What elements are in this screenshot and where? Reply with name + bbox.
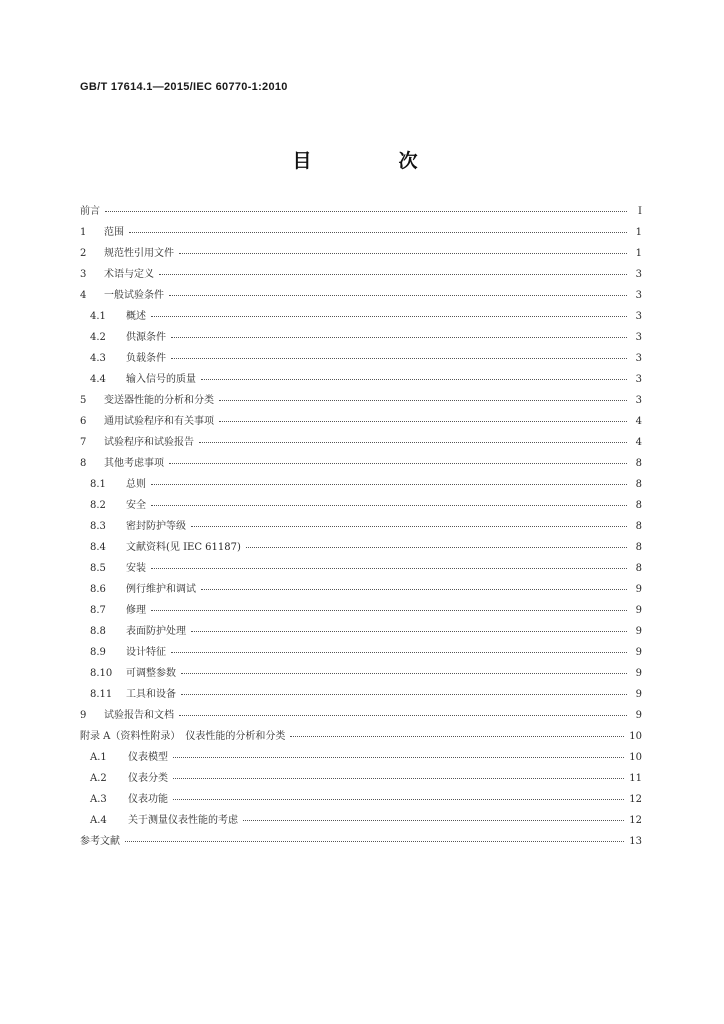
toc-entry[interactable]	[80, 349, 642, 370]
toc-entry[interactable]	[80, 832, 642, 853]
dot-leader	[151, 505, 627, 506]
toc-entry-label: 试验报告和文档	[104, 710, 174, 721]
dot-leader	[151, 484, 627, 485]
toc-entry-number: 8.11	[90, 689, 113, 700]
dot-leader	[169, 463, 627, 464]
toc-entry-page: 1	[635, 248, 642, 259]
toc-entry[interactable]	[80, 307, 642, 328]
toc-entry-page: 1	[635, 227, 642, 238]
toc-entry[interactable]	[80, 580, 642, 601]
toc-entry-page: 3	[635, 290, 642, 301]
dot-leader	[171, 652, 627, 653]
toc-entry[interactable]	[80, 811, 642, 832]
toc-entry-number: 8	[80, 458, 87, 469]
toc-entry-label: 安全	[126, 500, 146, 511]
dot-leader	[171, 337, 627, 338]
toc-entry-label: 表面防护处理	[126, 626, 186, 637]
table-of-contents	[80, 202, 642, 853]
toc-entry-label: 参考文献	[80, 836, 120, 847]
toc-entry-label: 范围	[104, 227, 124, 238]
toc-entry[interactable]	[80, 622, 642, 643]
toc-entry[interactable]	[80, 202, 642, 223]
toc-entry-label: 关于测量仪表性能的考虑	[128, 815, 238, 826]
toc-entry-page: 11	[629, 773, 642, 784]
dot-leader	[219, 400, 627, 401]
toc-entry[interactable]	[80, 727, 642, 748]
toc-entry-number: 7	[80, 437, 87, 448]
dot-leader	[290, 736, 624, 737]
toc-entry-label: 负载条件	[126, 353, 166, 364]
toc-entry[interactable]	[80, 286, 642, 307]
toc-entry-label: 安装	[126, 563, 146, 574]
toc-entry-label: 修理	[126, 605, 146, 616]
dot-leader	[105, 211, 627, 212]
toc-entry-label: 通用试验程序和有关事项	[104, 416, 214, 427]
dot-leader	[179, 253, 627, 254]
toc-entry-label: 其他考虑事项	[104, 458, 164, 469]
toc-entry[interactable]	[80, 244, 642, 265]
toc-entry-label: 仪表模型	[128, 752, 168, 763]
toc-entry-page: 9	[635, 605, 642, 616]
toc-entry-number: 8.4	[90, 542, 106, 553]
toc-entry-label: 术语与定义	[104, 269, 154, 280]
dot-leader	[151, 568, 627, 569]
toc-entry-label: 总则	[126, 479, 146, 490]
toc-entry-number: 4	[80, 290, 87, 301]
toc-entry[interactable]	[80, 664, 642, 685]
toc-entry[interactable]	[80, 265, 642, 286]
toc-entry[interactable]	[80, 601, 642, 622]
dot-leader	[243, 820, 624, 821]
toc-entry-page: 3	[635, 395, 642, 406]
dot-leader	[169, 295, 627, 296]
dot-leader	[191, 631, 627, 632]
toc-entry-number: 4.2	[90, 332, 106, 343]
toc-entry-label: 设计特征	[126, 647, 166, 658]
toc-entry[interactable]	[80, 391, 642, 412]
toc-entry-label: 仪表分类	[128, 773, 168, 784]
toc-entry-number: 8.9	[90, 647, 106, 658]
toc-entry[interactable]	[80, 433, 642, 454]
toc-entry[interactable]	[80, 496, 642, 517]
toc-entry-page: 10	[629, 731, 642, 742]
dot-leader	[199, 442, 627, 443]
toc-entry-page: 8	[635, 458, 642, 469]
toc-entry-label: 文献资料(见 IEC 61187)	[126, 542, 241, 553]
toc-entry-label: 供源条件	[126, 332, 166, 343]
toc-entry-page: 8	[635, 521, 642, 532]
toc-entry-page: 3	[635, 311, 642, 322]
toc-entry[interactable]	[80, 685, 642, 706]
toc-entry[interactable]	[80, 643, 642, 664]
toc-entry-number: A.4	[90, 815, 107, 826]
toc-entry[interactable]	[80, 475, 642, 496]
toc-entry-number: 8.3	[90, 521, 106, 532]
toc-entry-number: 3	[80, 269, 87, 280]
toc-entry-page: 3	[635, 374, 642, 385]
toc-entry-label: 仪表功能	[128, 794, 168, 805]
toc-entry-label: 前言	[80, 206, 100, 217]
toc-entry-number: A.3	[90, 794, 107, 805]
toc-entry-page: 10	[629, 752, 642, 763]
toc-entry-number: A.1	[90, 752, 107, 763]
toc-entry-number: 4.4	[90, 374, 106, 385]
dot-leader	[173, 757, 624, 758]
toc-entry[interactable]	[80, 790, 642, 811]
toc-entry[interactable]	[80, 454, 642, 475]
toc-entry-number: 8.1	[90, 479, 106, 490]
toc-entry-number: A.2	[90, 773, 107, 784]
toc-entry-page: 9	[635, 584, 642, 595]
dot-leader	[179, 715, 627, 716]
dot-leader	[201, 379, 627, 380]
toc-entry[interactable]	[80, 559, 642, 580]
toc-entry-page: 9	[635, 647, 642, 658]
toc-entry-page: 12	[629, 794, 642, 805]
toc-entry-page: 9	[635, 668, 642, 679]
dot-leader	[159, 274, 627, 275]
toc-entry-page: 9	[635, 689, 642, 700]
toc-entry-page: Ⅰ	[638, 206, 642, 217]
toc-entry[interactable]	[80, 328, 642, 349]
toc-entry-number: 9	[80, 710, 87, 721]
toc-entry[interactable]	[80, 412, 642, 433]
toc-entry-label: 例行维护和调试	[126, 584, 196, 595]
toc-entry[interactable]	[80, 748, 642, 769]
toc-entry-label: 附录 A（资料性附录） 仪表性能的分析和分类	[80, 731, 286, 742]
toc-entry[interactable]	[80, 538, 642, 559]
toc-entry-page: 9	[635, 710, 642, 721]
dot-leader	[173, 799, 624, 800]
dot-leader	[246, 547, 627, 548]
toc-entry[interactable]	[80, 223, 642, 244]
toc-entry-number: 8.10	[90, 668, 113, 679]
dot-leader	[181, 673, 627, 674]
toc-entry-page: 4	[635, 437, 642, 448]
page-title: 目 次	[292, 150, 452, 172]
dot-leader	[151, 316, 627, 317]
toc-entry-page: 8	[635, 563, 642, 574]
toc-entry[interactable]	[80, 370, 642, 391]
dot-leader	[125, 841, 624, 842]
toc-entry-label: 规范性引用文件	[104, 248, 174, 259]
toc-entry-page: 3	[635, 353, 642, 364]
standard-number: GB/T 17614.1—2015/IEC 60770-1:2010	[80, 81, 288, 93]
toc-entry-label: 一般试验条件	[104, 290, 164, 301]
toc-entry-label: 变送器性能的分析和分类	[104, 395, 214, 406]
dot-leader	[173, 778, 624, 779]
toc-entry-number: 8.2	[90, 500, 106, 511]
toc-entry-page: 13	[629, 836, 642, 847]
toc-entry-number: 1	[80, 227, 87, 238]
toc-entry[interactable]	[80, 769, 642, 790]
toc-entry-page: 4	[635, 416, 642, 427]
toc-entry-number: 6	[80, 416, 87, 427]
dot-leader	[181, 694, 627, 695]
toc-entry-page: 8	[635, 542, 642, 553]
toc-entry-label: 密封防护等级	[126, 521, 186, 532]
toc-entry-label: 工具和设备	[126, 689, 176, 700]
toc-entry-page: 3	[635, 332, 642, 343]
toc-entry-number: 4.3	[90, 353, 106, 364]
toc-entry-number: 8.7	[90, 605, 106, 616]
toc-entry-page: 9	[635, 626, 642, 637]
toc-entry-page: 8	[635, 479, 642, 490]
toc-entry-label: 输入信号的质量	[126, 374, 196, 385]
dot-leader	[201, 589, 627, 590]
dot-leader	[171, 358, 627, 359]
toc-entry-page: 8	[635, 500, 642, 511]
toc-entry-number: 5	[80, 395, 87, 406]
toc-entry[interactable]	[80, 706, 642, 727]
toc-entry-page: 12	[629, 815, 642, 826]
toc-entry-number: 2	[80, 248, 87, 259]
toc-entry[interactable]	[80, 517, 642, 538]
toc-entry-label: 概述	[126, 311, 146, 322]
toc-entry-number: 4.1	[90, 311, 106, 322]
toc-entry-number: 8.5	[90, 563, 106, 574]
dot-leader	[151, 610, 627, 611]
toc-entry-number: 8.8	[90, 626, 106, 637]
dot-leader	[129, 232, 627, 233]
toc-entry-label: 可调整参数	[126, 668, 176, 679]
dot-leader	[219, 421, 627, 422]
toc-entry-page: 3	[635, 269, 642, 280]
toc-entry-number: 8.6	[90, 584, 106, 595]
toc-entry-label: 试验程序和试验报告	[104, 437, 194, 448]
dot-leader	[191, 526, 627, 527]
